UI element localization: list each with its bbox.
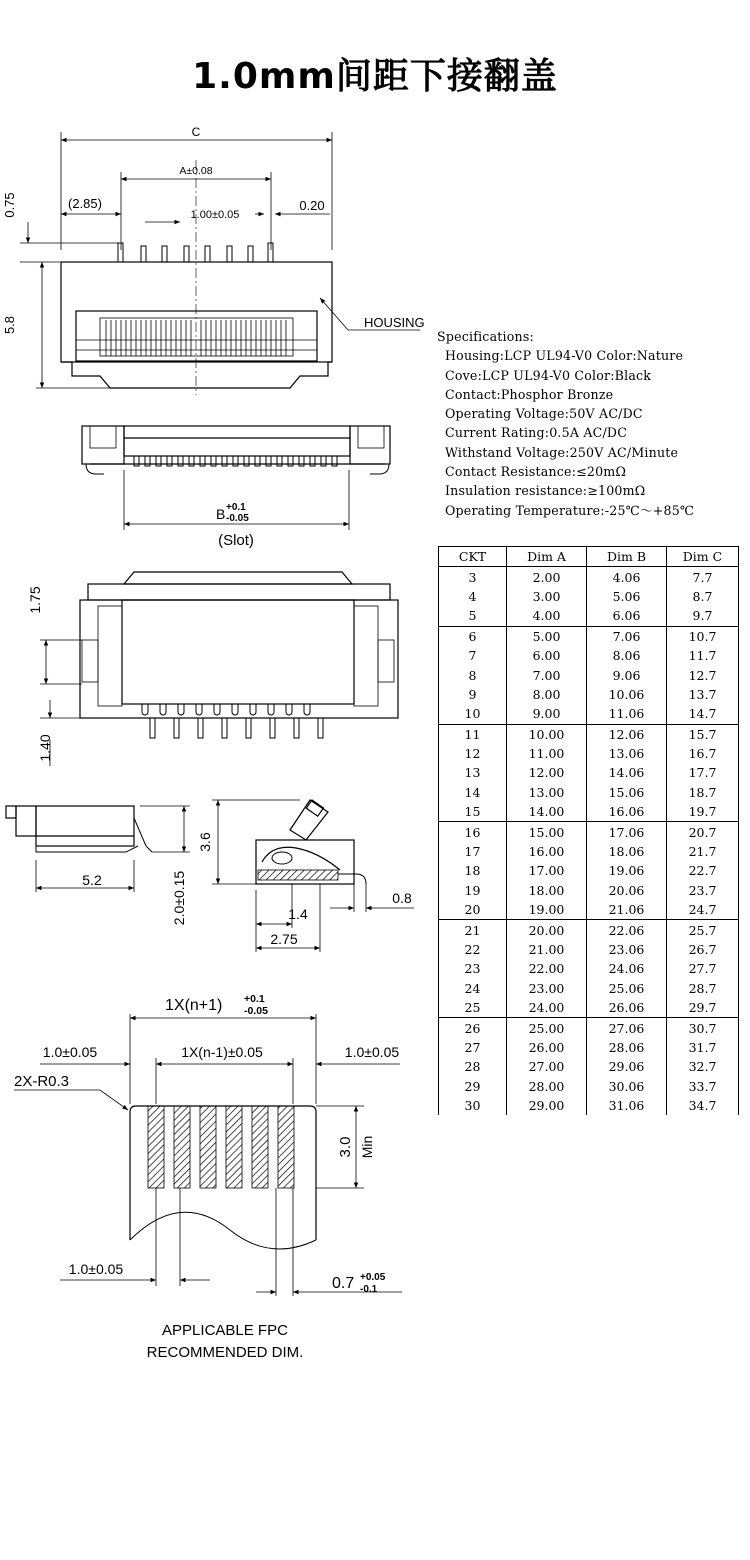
table-cell: 28.7 [667,979,739,998]
bottom-view-labels [27,586,53,761]
spec-line: Contact Resistance:≤20mΩ [445,464,627,480]
spec-line: Current Rating:0.5A AC/DC [445,425,628,441]
table-cell: 10.06 [587,685,667,704]
table-cell: 16.06 [587,802,667,822]
table-cell: 3 [439,567,507,587]
table-row [439,724,739,744]
table-row [439,763,739,782]
table-cell: 14.00 [507,802,587,822]
bottom-pins [142,704,323,738]
table-cell: 14.06 [587,763,667,782]
spec-line: Cove:LCP UL94-V0 Color:Black [445,367,652,383]
table-cell: 25.00 [507,1018,587,1038]
fpc-thick-tol-dn: -0.1 [360,1284,378,1295]
dim-58-label: 5.8 [2,315,17,335]
dim-175-label: 1.75 [27,586,43,614]
table-row [439,1096,739,1115]
table-cell: 15 [439,802,507,822]
table-cell: 18 [439,861,507,880]
table-row [439,567,739,587]
header-dim-a: Dim A [507,547,587,567]
table-cell: 23.00 [507,979,587,998]
front-view-labels [216,502,254,549]
table-cell: 12.7 [667,665,739,684]
dim-b-tol-dn: -0.05 [226,513,249,524]
fpc-left-label: 1.0±0.05 [42,1044,98,1060]
header-dim-c: Dim C [667,547,739,567]
table-cell: 10.7 [667,626,739,646]
table-cell: 21.7 [667,842,739,861]
table-cell: 13.00 [507,783,587,802]
fpc-caption-line2: RECOMMENDED DIM. [146,1344,304,1361]
table-row [439,704,739,724]
table-cell: 19.00 [507,900,587,920]
table-row [439,822,739,842]
table-row [439,1057,739,1076]
table-cell: 34.7 [667,1096,739,1115]
table-cell: 20.7 [667,822,739,842]
table-cell: 23.06 [587,940,667,959]
section-view [212,800,414,952]
table-cell: 7.7 [667,567,739,587]
spec-line: Withstand Voltage:250V AC/Minute [445,444,679,460]
table-cell: 20 [439,900,507,920]
fpc-inner-label: 1X(n-1)±0.05 [181,1044,263,1060]
table-cell: 9.00 [507,704,587,724]
table-cell: 24.06 [587,959,667,978]
table-cell: 15.06 [587,783,667,802]
table-cell: 18.00 [507,881,587,900]
table-cell: 17.06 [587,822,667,842]
table-cell: 18.7 [667,783,739,802]
table-cell: 22.00 [507,959,587,978]
table-cell: 29 [439,1077,507,1096]
top-pins [118,243,273,262]
table-cell: 29.7 [667,998,739,1018]
spec-heading: Specifications: [437,329,534,344]
section-view-labels [197,832,412,947]
table-cell: 4.00 [507,606,587,626]
table-cell: 2.00 [507,567,587,587]
spec-line: Contact:Phosphor Bronze [445,386,614,402]
table-cell: 5 [439,606,507,626]
dimension-table [438,546,739,1115]
table-cell: 3.00 [507,587,587,606]
fpc-thick-tol-up: +0.05 [360,1272,386,1283]
table-cell: 5.06 [587,587,667,606]
spec-line: Insulation resistance:≥100mΩ [445,483,646,499]
table-cell: 26.00 [507,1038,587,1057]
table-cell: 27.00 [507,1057,587,1076]
table-cell: 24.00 [507,998,587,1018]
table-cell: 15.7 [667,724,739,744]
bottom-view [40,572,398,766]
spec-line: Operating Temperature:-25℃～+85℃ [445,502,695,518]
fpc-radius-label: 2X-R0.3 [14,1073,70,1090]
table-cell: 8.06 [587,646,667,665]
table-cell: 6.06 [587,606,667,626]
table-row [439,861,739,880]
table-cell: 14 [439,783,507,802]
table-cell: 32.7 [667,1057,739,1076]
table-cell: 18.06 [587,842,667,861]
table-cell: 10 [439,704,507,724]
table-cell: 30 [439,1096,507,1115]
table-row [439,1018,739,1038]
fpc-min-value: 3.0 [337,1136,354,1158]
table-cell: 28 [439,1057,507,1076]
fpc-min-word: Min [359,1135,375,1159]
table-row [439,606,739,626]
table-cell: 9 [439,685,507,704]
table-cell: 19 [439,881,507,900]
header-ckt: CKT [439,547,507,567]
table-cell: 28.06 [587,1038,667,1057]
table-row [439,1077,739,1096]
table-cell: 9.06 [587,665,667,684]
table-cell: 25.7 [667,920,739,940]
table-header-row [439,547,739,567]
table-cell: 29.06 [587,1057,667,1076]
table-cell: 27.06 [587,1018,667,1038]
table-cell: 20.00 [507,920,587,940]
table-cell: 21.00 [507,940,587,959]
table-cell: 12.00 [507,763,587,782]
table-row [439,685,739,704]
table-body [439,567,739,1115]
table-cell: 25 [439,998,507,1018]
table-cell: 9.7 [667,606,739,626]
page-title: 1.0mm间距下接翻盖 [192,56,558,97]
table-cell: 12 [439,744,507,763]
table-cell: 6.00 [507,646,587,665]
dim-b-tol-up: +0.1 [226,502,246,513]
table-cell: 31.7 [667,1038,739,1057]
table-cell: 19.06 [587,861,667,880]
table-cell: 16 [439,822,507,842]
table-row [439,900,739,920]
dim-140-label: 1.40 [37,734,53,762]
table-cell: 17 [439,842,507,861]
table-cell: 8 [439,665,507,684]
dim-52-label: 5.2 [82,872,102,888]
table-cell: 11.00 [507,744,587,763]
top-view-labels [2,125,425,334]
fpc-caption-line1: APPLICABLE FPC [162,1322,288,1339]
table-cell: 26.7 [667,940,739,959]
top-view [20,132,420,395]
table-cell: 7.00 [507,665,587,684]
fpc-thick-label: 0.7 [332,1275,355,1292]
table-cell: 23 [439,959,507,978]
table-cell: 11 [439,724,507,744]
table-row [439,920,739,940]
table-cell: 8.7 [667,587,739,606]
slot-label: (Slot) [218,532,254,549]
table-cell: 8.00 [507,685,587,704]
table-row [439,1038,739,1057]
table-cell: 6 [439,626,507,646]
table-cell: 29.00 [507,1096,587,1115]
table-cell: 22.06 [587,920,667,940]
table-row [439,802,739,822]
fpc-bottom-left-label: 1.0±0.05 [68,1261,124,1277]
table-cell: 10.00 [507,724,587,744]
table-cell: 11.7 [667,646,739,665]
dim-285-label: (2.85) [68,196,102,211]
table-row [439,587,739,606]
dim-020-label: 0.20 [299,198,325,213]
side-view-labels [82,871,187,926]
table-row [439,646,739,665]
table-cell: 31.06 [587,1096,667,1115]
table-row [439,626,739,646]
table-cell: 4.06 [587,567,667,587]
table-cell: 5.00 [507,626,587,646]
dim-a-label: A±0.08 [179,165,213,177]
dim-36-label: 3.6 [197,832,213,852]
table-row [439,783,739,802]
specifications [437,327,694,520]
dim-275-label: 2.75 [270,931,298,947]
table-row [439,744,739,763]
table-cell: 27.7 [667,959,739,978]
spec-line: Operating Voltage:50V AC/DC [445,406,643,422]
table-cell: 4 [439,587,507,606]
table-cell: 13 [439,763,507,782]
table-cell: 17.7 [667,763,739,782]
table-row [439,940,739,959]
table-cell: 14.7 [667,704,739,724]
table-cell: 12.06 [587,724,667,744]
table-row [439,979,739,998]
table-cell: 13.7 [667,685,739,704]
housing-label: HOUSING [364,315,425,330]
table-cell: 26 [439,1018,507,1038]
table-cell: 28.00 [507,1077,587,1096]
table-cell: 30.06 [587,1077,667,1096]
spec-line: Housing:LCP UL94-V0 Color:Nature [445,348,684,364]
fpc-right-label: 1.0±0.05 [344,1044,400,1060]
table-cell: 15.00 [507,822,587,842]
dim-20-label: 2.0±0.15 [171,870,187,926]
table-cell: 22.7 [667,861,739,880]
table-cell: 16.7 [667,744,739,763]
table-cell: 17.00 [507,861,587,880]
fpc-width-tol-up: +0.1 [244,993,265,1005]
table-row [439,998,739,1018]
table-row [439,665,739,684]
fpc-width-label: 1X(n+1) [165,997,223,1014]
table-cell: 22 [439,940,507,959]
table-cell: 11.06 [587,704,667,724]
table-cell: 24.7 [667,900,739,920]
dim-14-label: 1.4 [288,906,308,922]
dim-b-label: B [216,506,226,522]
dim-pitch-label: 1.00±0.05 [190,209,240,221]
dim-075-label: 0.75 [2,192,17,218]
table-row [439,881,739,900]
dim-08-label: 0.8 [392,890,412,906]
table-cell: 27 [439,1038,507,1057]
table-cell: 33.7 [667,1077,739,1096]
table-cell: 26.06 [587,998,667,1018]
table-cell: 7.06 [587,626,667,646]
table-cell: 20.06 [587,881,667,900]
table-cell: 13.06 [587,744,667,763]
table-cell: 25.06 [587,979,667,998]
header-dim-b: Dim B [587,547,667,567]
table-cell: 24 [439,979,507,998]
fpc-width-tol-dn: -0.05 [244,1005,268,1017]
table-cell: 16.00 [507,842,587,861]
table-row [439,959,739,978]
table-cell: 21.06 [587,900,667,920]
table-cell: 23.7 [667,881,739,900]
table-cell: 7 [439,646,507,665]
fpc-contacts [148,1106,294,1188]
table-cell: 21 [439,920,507,940]
table-cell: 30.7 [667,1018,739,1038]
dim-c-label: C [191,125,201,139]
table-cell: 19.7 [667,802,739,822]
table-row [439,842,739,861]
